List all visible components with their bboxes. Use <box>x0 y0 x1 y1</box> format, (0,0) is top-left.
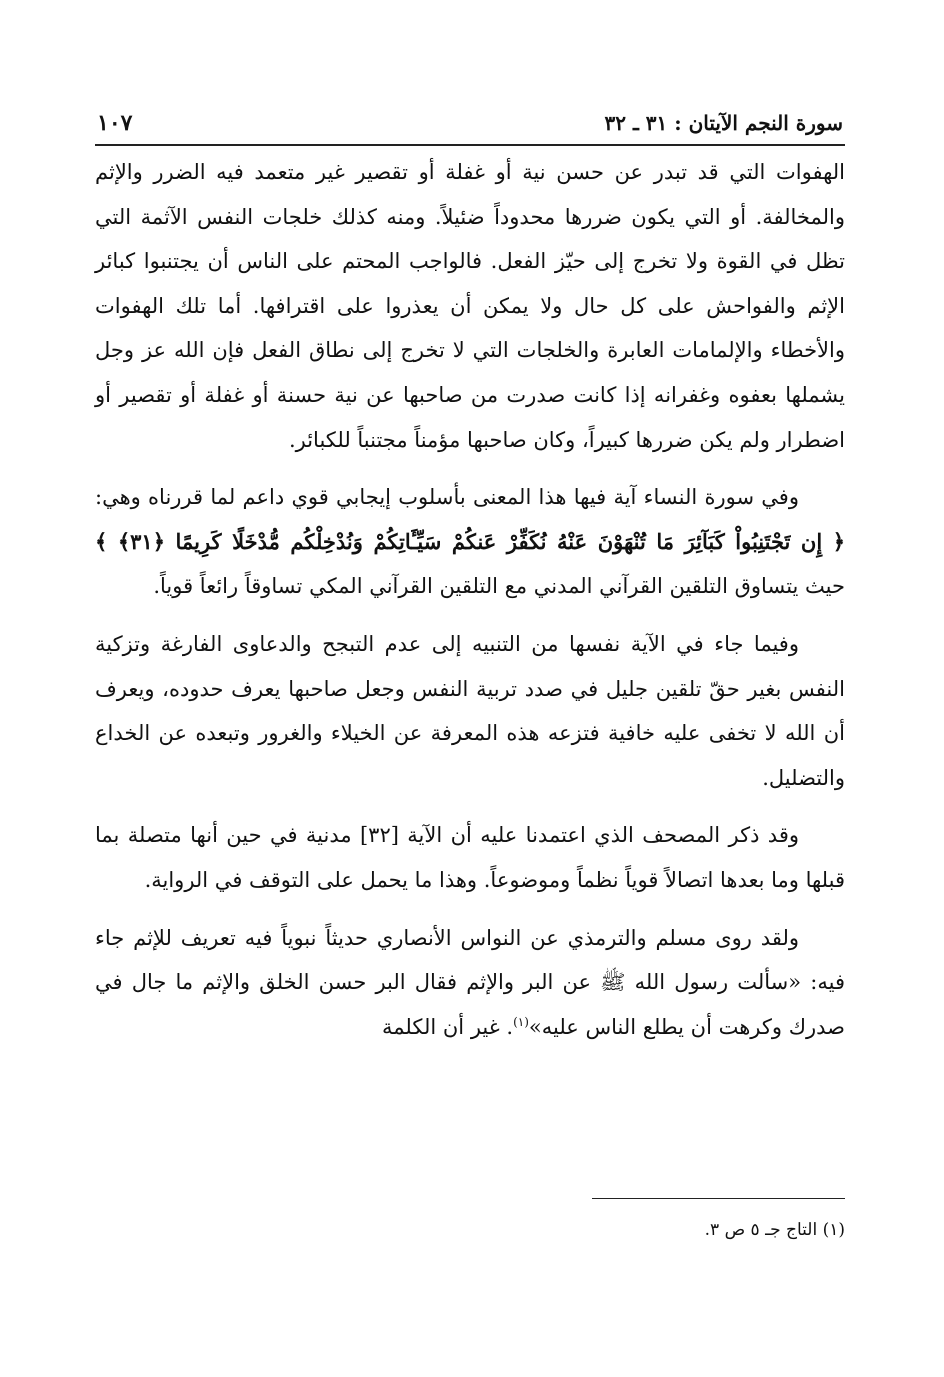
page-number: ١٠٧ <box>97 110 133 136</box>
header-title: سورة النجم الآيتان : ٣١ ـ ٣٢ <box>604 111 843 135</box>
quran-verse: ﴿ إِن تَجْتَنِبُواْ كَبَآئِرَ مَا تُنْهَوْنَ عَنْهُ نُكَفِّرْ عَنكُمْ سَيِّـَٔاتِكُمْ وَنُدْخِلْكُم مُّدْخَلًا كَرِيمًا ﴿٣١﴾ ﴾ <box>95 528 845 554</box>
paragraph-text: وفيما جاء في الآية نفسها من التنبيه إلى عدم التبجح والدعاوى الفارغة وتزكية النفس بغير حقّ تلقين جليل في صدد تربية النفس وجعل صاحبها يعرف حدوده، ويعرف أن الله لا تخفى عليه خافية فتزعه هذه المعرفة عن الخيلاء والغرور وتبعده عن الخداع والتضليل. <box>95 631 845 790</box>
paragraph-4 <box>95 813 845 902</box>
body-text <box>95 150 845 1049</box>
page <box>95 110 845 1240</box>
paragraph-text: وقد ذكر المصحف الذي اعتمدنا عليه أن الآية [٣٢] مدنية في حين أنها متصلة بما قبلها وما بعدها اتصالاً قوياً نظماً وموضوعاً. وهذا ما يحمل على التوقف في الرواية. <box>95 823 845 892</box>
paragraph-text: الهفوات التي قد تبدر عن حسن نية أو غفلة أو تقصير غير متعمد فيه الضرر والإثم والمخالفة. أو التي يكون ضررها محدوداً ضئيلاً. ومنه كذلك خلجات النفس الآثمة التي تظل في القوة ولا تخرج إلى حيّز الفعل. فالواجب المحتم على الناس أن يجتنبوا كبائر الإثم والفواحش على كل حال ولا يمكن أن يعذروا على اقترافها. أما تلك الهفوات والأخطاء والإلمامات العابرة والخلجات التي لا تخرج إلى نطاق الفعل فإن الله عز وجل يشملها بعفوه وغفرانه إذا كانت صدرت من صاحبها عن نية حسنة أو غفلة أو تقصير أو اضطرار ولم يكن ضررها كبيراً، وكان صاحبها مؤمناً مجتنباً للكبائر. <box>95 160 845 452</box>
paragraph-text: ولقد روى مسلم والترمذي عن النواس الأنصاري حديثاً نبوياً فيه تعريف للإثم جاء فيه: «سألت رسول الله ﷺ عن البر والإثم فقال البر حسن الخلق والإثم ما جال في صدرك وكرهت أن يطلع الناس عليه» <box>95 925 845 1039</box>
paragraph-1 <box>95 150 845 462</box>
paragraph-3 <box>95 622 845 800</box>
paragraph-2 <box>95 475 845 609</box>
footnote: (١) التاج جـ ٥ ص ٣. <box>704 1220 845 1240</box>
footnote-reference: (١) <box>513 1014 529 1029</box>
paragraph-text-end: . غير أن الكلمة <box>382 1014 514 1039</box>
paragraph-text-end: حيث يتساوق التلقين القرآني المدني مع التلقين القرآني المكي تساوقاً رائعاً قوياً. <box>153 574 845 599</box>
paragraph-5 <box>95 916 845 1050</box>
running-header <box>95 110 845 146</box>
paragraph-text: وفي سورة النساء آية فيها هذا المعنى بأسلوب إيجابي قوي داعم لما قررناه وهي: <box>95 485 799 510</box>
footnote-divider <box>592 1198 845 1199</box>
